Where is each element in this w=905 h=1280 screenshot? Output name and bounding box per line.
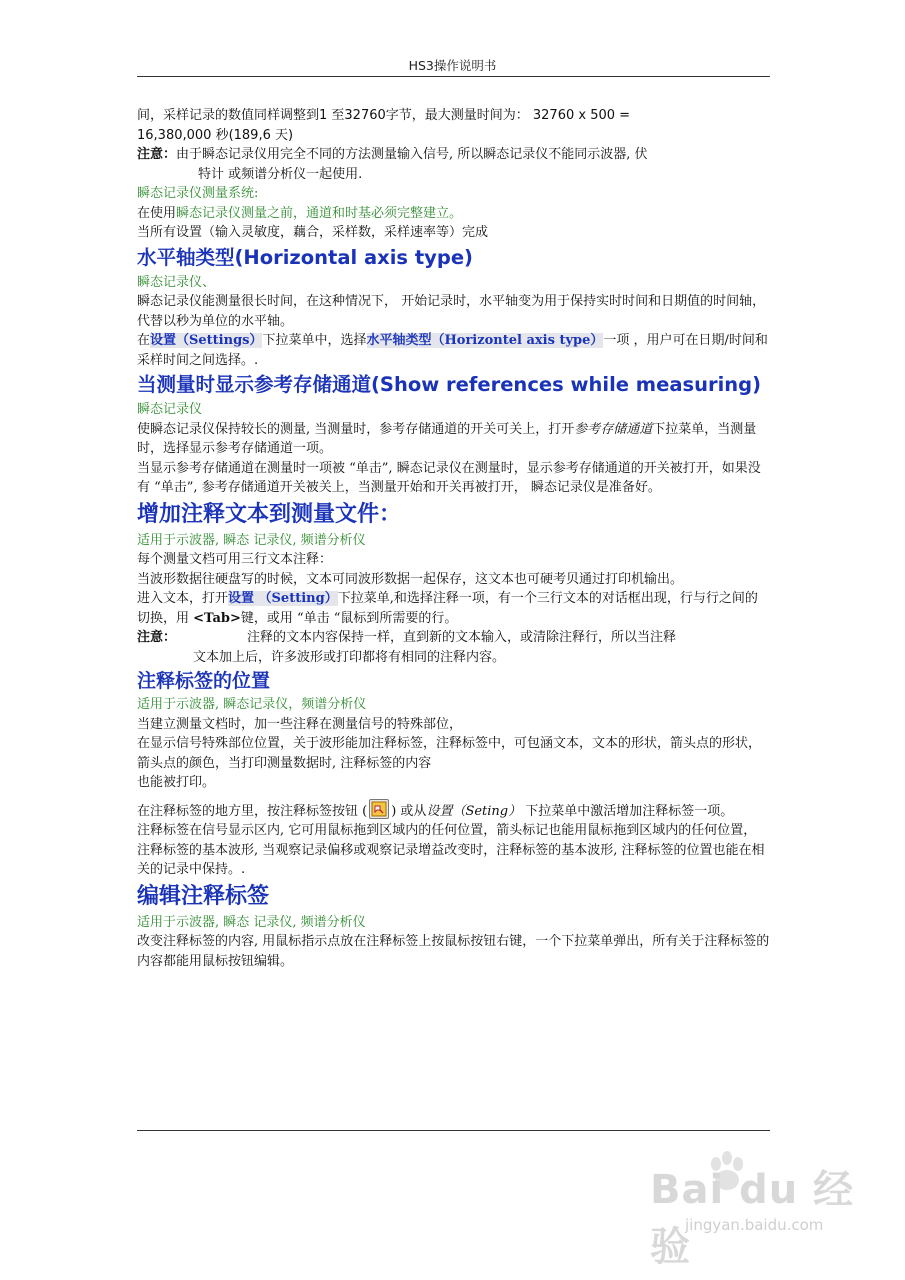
watermark-url: jingyan.baidu.com (685, 1216, 824, 1234)
comment-note (137, 628, 770, 648)
paragraph: 使瞬态记录仪保持较长的测量, 当测量时，参考存储通道的开关可关上，打开参考存储通道下拉菜单，当测量时，选择显示参考存储通道一项。 (137, 421, 757, 456)
note-text-2: 特计 或频谱分析仪一起使用. (198, 166, 363, 182)
applies-to: 适用于示波器, 瞬态记录仪，频谱分析仪 (137, 697, 367, 712)
intro-line-2: 16,380,000 秒(189,6 天) (137, 127, 294, 143)
paragraph: 当波形数据往硬盘写的时候，文本可同波形数据一起保存，这文本也可硬考贝通过打印机输出。 (137, 571, 684, 587)
system-title: 瞬态记录仪测量系统: (137, 186, 259, 201)
note-label: 注意： (137, 630, 177, 645)
intro-line-1: 间，采样记录的数值同样调整到1 至32760字节，最大测量时间为： 32760 x 500 = (137, 108, 631, 123)
page-content (137, 106, 770, 971)
paragraph: 在显示信号特殊部位位置，关于波形能加注释标签，注释标签中，可包涵文本，文本的形状，箭头点的形状，箭头点的颜色，当打印测量数据时, 注释标签的内容 (137, 736, 762, 771)
menu-reference-setting: 设置 （Setting） (228, 591, 338, 606)
paragraph: 瞬态记录仪能测量很长时间，在这种情况下， 开始记录时，水平轴变为用于保持实时时间和日期值的时间轴，代替以秒为单位的水平轴。 (137, 294, 766, 329)
system-line-1: 在使用瞬态记录仪测量之前，通道和时基必须完整建立。 (137, 205, 463, 221)
note-text-1: 注释的文本内容保持一样，直到新的文本输入，或清除注释行，所以当注释 (247, 630, 677, 645)
comment-label-button-icon (369, 799, 389, 819)
section-heading-edit-label: 编辑注释标签 (137, 882, 270, 909)
paragraph: 每个测量文档可用三行文本注释： (137, 552, 333, 567)
note-text-1: 由于瞬态记录仪用完全不同的方法测量输入信号, 所以瞬态记录仪不能同示波器, 伏 (176, 147, 648, 162)
paragraph: 在注释标签的地方里，按注释标签按钮 ( ) 或从设置（Seting） 下拉菜单中激活增加注释标签一项。 (137, 799, 770, 822)
section-heading-show-references: 当测量时显示参考存储通道(Show references while measuring) (137, 373, 762, 396)
menu-reference-settings: 设置（Settings） (150, 333, 263, 348)
baidu-watermark (610, 1148, 860, 1270)
paragraph: 改变注释标签的内容, 用鼠标指示点放在注释标签上按鼠标按钮右键，一个下拉菜单弹出，所有关于注释标签的内容都能用鼠标按钮编辑。 (137, 934, 770, 969)
system-line-2: 当所有设置（输入灵敏度，藕合，采样数，采样速率等）完成 (137, 225, 489, 240)
paragraph: 也能被打印。 (137, 775, 216, 790)
menu-reference-horizontal-axis: 水平轴类型（Horizontel axis type） (366, 333, 604, 348)
paragraph: 在设置（Settings）下拉菜单中，选择水平轴类型（Horizontel axis type）一项 ，用户可在日期/时间和采样时间之间选择。. (137, 333, 768, 368)
paragraph: 进入文本，打开设置 （Setting）下拉菜单,和选择注释一项，有一个三行文本的对话框出现，行与行之间的切换，用 <Tab>键，或用 “单击 “鼠标到所需要的行。 (137, 591, 758, 626)
watermark-logo: Bai du 经验 (650, 1167, 855, 1270)
section-heading-horizontal-axis: 水平轴类型(Horizontal axis type) (137, 245, 473, 269)
bottom-rule (137, 1130, 770, 1131)
paragraph: 注释标签在信号显示区内, 它可用鼠标拖到区域内的任何位置，箭头标记也能用鼠标拖到区域内的任何位置， 注释标签的基本波形, 当观察记录偏移或观察记录增益改变时，注释标签的基本波形, 注释标签的位置也能在相关的记录中保持。. (137, 823, 765, 877)
top-rule (137, 76, 770, 77)
applies-to: 瞬态记录仪 (137, 402, 203, 417)
tab-key-reference: <Tab> (193, 610, 241, 626)
intro-note (137, 145, 770, 184)
paragraph: 当建立测量文档时，加一些注释在测量信号的特殊部位， (137, 716, 463, 732)
applies-to: 适用于示波器, 瞬态 记录仪, 频谱分析仪 (137, 914, 366, 930)
note-text-2: 文本加上后，许多波形或打印都将有相同的注释内容。 (193, 649, 506, 665)
applies-to: 瞬态记录仪、 (137, 274, 216, 290)
header-title: HS3操作说明书 (408, 58, 497, 73)
paragraph: 当显示参考存储通道在测量时一项被 “单击”, 瞬态记录仪在测量时，显示参考存储通道的开关被打开，如果没有 “单击”, 参考存储通道开关被关上，当测量开始和开关再被打开， 瞬态记录仪是准备好。 (137, 460, 761, 495)
note-label: 注意： (137, 147, 177, 162)
applies-to: 适用于示波器, 瞬态 记录仪, 频谱分析仪 (137, 532, 366, 548)
section-heading-add-comment: 增加注释文本到测量文件： (137, 500, 402, 527)
section-heading-label-position: 注释标签的位置 (137, 670, 271, 692)
